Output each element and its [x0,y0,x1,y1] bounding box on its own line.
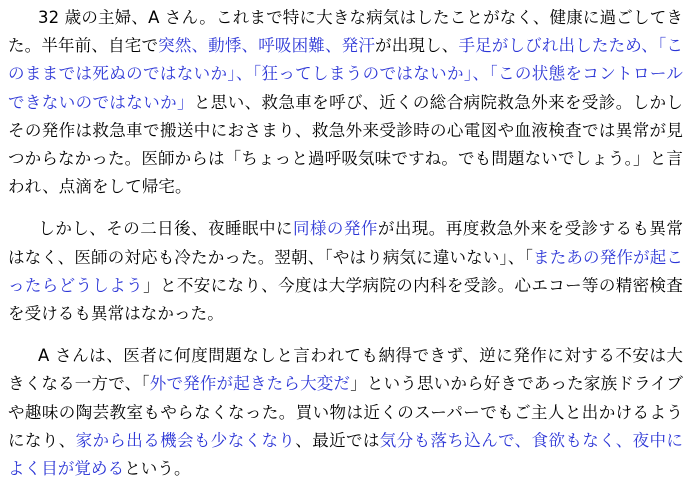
highlighted-text-run: 同様の発作 [292,219,378,239]
paragraph-3-text [8,346,683,478]
highlighted-text-run: 外で発作が起きたら大変だ [149,374,351,394]
text-run: 」という思いから好きであった家族ドライブや趣味の陶芸教室もやらなくなった。買い物は近くのスーパーでもご主人と出かけるようになり、 [8,374,683,450]
paragraph-1 [8,4,683,201]
text-run: しかし、その二日後、夜睡眠中に [38,219,293,239]
paragraph-2 [8,215,683,328]
text-run: と思い、救急車を呼び、近くの総合病院救急外来を受診。しかしその発作は救急車で搬送中におさまり、救急外来受診時の心電図や血液検査では異常が見つからなかった。医師からは「ちょっと過呼吸気味ですね。でも問題ないでしょう。」と言われ、点滴をして帰宅。 [8,92,683,197]
text-run: 、最近では [295,430,380,450]
paragraph-1-text [8,8,683,196]
text-run: が出現し、 [375,36,459,56]
text-run: A さんは、医者に何度問題なしと言われても納得できず、逆に発作に対する不安は大きくなる一方で、「 [8,346,683,394]
highlighted-text-run: 手足がしびれ出したため、「このままでは死ぬのではないか」、「狂ってしまうのではないか」、「この状態をコントロールできないのではないか」 [8,36,683,112]
text-run: という。 [124,459,191,479]
highlighted-text-run: 気分も落ち込んで、食欲もなく、夜中によく目が覚める [8,430,684,479]
highlighted-text-run: またあの発作が起こったらどうしよう [8,247,683,295]
text-run: 32 歳の主婦、A さん。これまで特に大きな病気はしたことがなく、健康に過ごしてきた。半年前、自宅で [8,8,683,56]
text-run: が出現。再度救急外来を受診するも異常はなく、医師の対応も冷たかった。翌朝、「やはり病気に違いない」、「 [8,219,684,267]
paragraph-2-text [8,219,683,323]
highlighted-text-run: 家から出る機会も少なくなり [75,430,296,450]
highlighted-text-run: 突然、動悸、呼吸困難、発汗 [158,36,376,56]
text-run: 」と不安になり、今度は大学病院の内科を受診。心エコー等の精密検査を受けるも異常はなかった。 [8,275,683,324]
paragraph-3 [8,342,683,483]
